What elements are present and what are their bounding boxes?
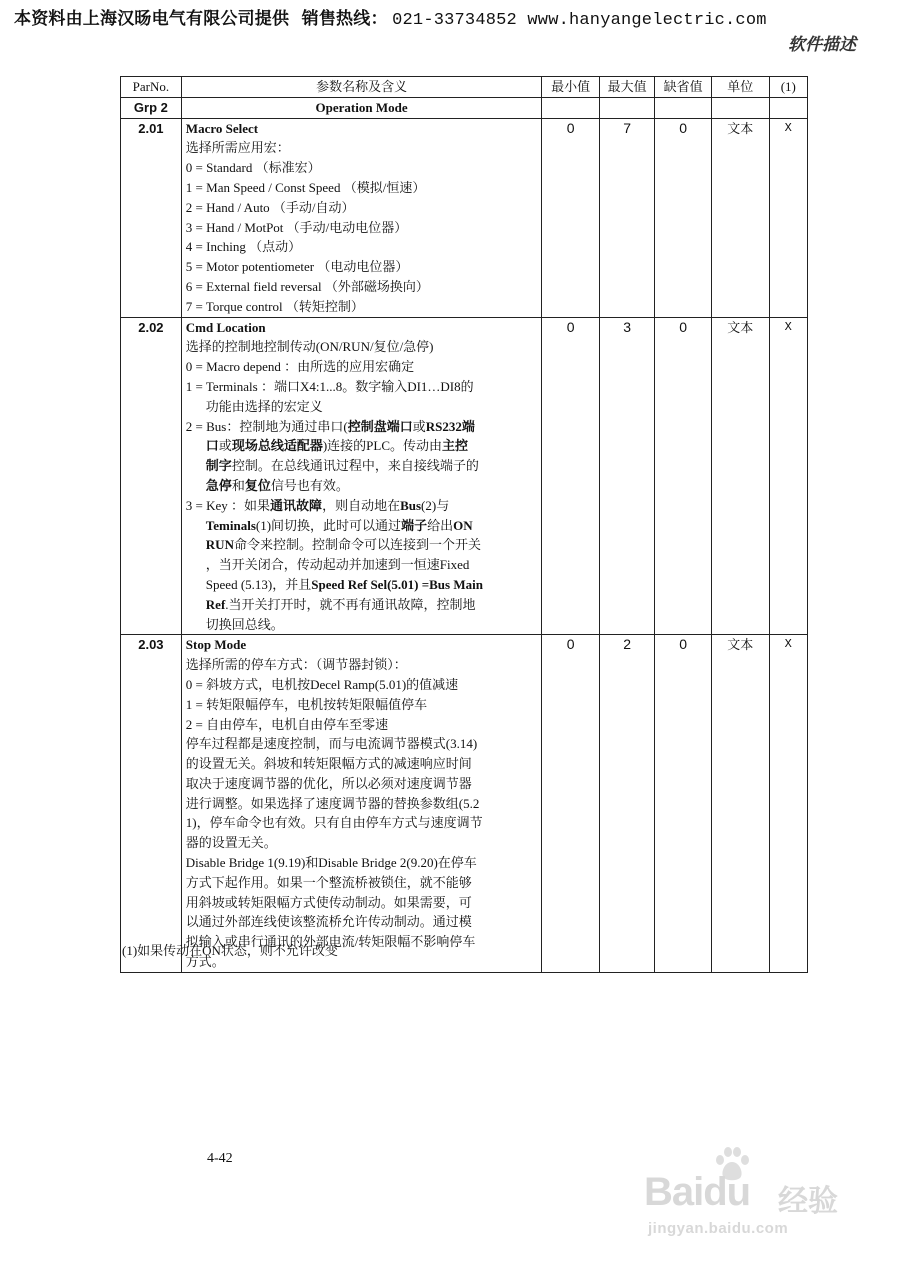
- param-line: 0 = Standard （标准宏）: [185, 160, 321, 176]
- param-line: 选择所需的停车方式：（调节器封锁）：: [185, 657, 407, 673]
- param-number: 2.02: [121, 317, 182, 635]
- param-default: 0: [655, 635, 712, 973]
- param-key-option: 3 = Key ：如果通讯故障，则自动地在Bus(2)与: [185, 497, 450, 513]
- param-line: 4 = Inching （点动）: [185, 239, 302, 255]
- param-description: [181, 635, 542, 973]
- param-min: 0: [542, 317, 600, 635]
- table-row: [121, 317, 808, 635]
- param-line: 0 = Macro depend ：由所选的应用宏确定: [185, 359, 415, 375]
- param-default: 0: [655, 317, 712, 635]
- col-header-name: 参数名称及含义: [181, 77, 542, 98]
- param-bus-option: 2 = Bus：控制地为通过串口(控制盘端口或RS232端: [185, 418, 475, 434]
- param-line: 5 = Motor potentiometer （电动电位器）: [185, 259, 409, 275]
- param-bus-option-cont: 口或现场总线适配器)连接的PLC。传动由主控: [205, 438, 469, 454]
- param-max: 7: [599, 118, 654, 317]
- param-description: [181, 118, 542, 317]
- website-url: www.hanyangelectric.com: [527, 11, 767, 30]
- parameter-table: [120, 76, 808, 973]
- watermark-cn: 经验: [778, 1185, 838, 1218]
- group-name: Operation Mode: [181, 97, 542, 118]
- param-line: 0 = 斜坡方式，电机按Decel Ramp(5.01)的值减速: [185, 676, 459, 692]
- param-number: 2.01: [121, 118, 182, 317]
- param-line: 选择所需应用宏：: [185, 140, 290, 156]
- param-bus-option-cont: 急停和复位信号也有效。: [205, 477, 349, 493]
- param-line: 1)，停车命令也有效。只有自由停车方式与速度调节: [185, 815, 483, 831]
- param-line: 取决于速度调节器的优化，所以必须对速度调节器: [185, 775, 472, 791]
- param-bus-option-cont: 制字控制。在总线通讯过程中，来自接线端子的: [205, 458, 479, 474]
- param-line: 选择的控制地控制传动(ON/RUN/复位/急停): [185, 339, 434, 355]
- watermark-brand: Baidu: [644, 1170, 751, 1214]
- table-header-row: [121, 77, 808, 98]
- param-key-option-cont: 切换回总线。: [205, 616, 284, 632]
- param-line: 方式下起作用。如果一个整流桥被锁住，就不能够: [185, 874, 472, 890]
- col-header-unit: 单位: [711, 77, 769, 98]
- param-line: 2 = Hand / Auto （手动/自动）: [185, 199, 355, 215]
- param-line: 1 = Terminals ：端口X4:1...8。数字输入DI1…DI8的: [185, 378, 474, 394]
- param-line: 拟输入或串行通讯的外部电流/转矩限幅不影响停车: [185, 934, 476, 950]
- watermark-site: jingyan.baidu.com: [648, 1220, 789, 1237]
- param-title: Cmd Location: [185, 319, 266, 335]
- param-title: Macro Select: [185, 120, 259, 136]
- company-name: 本资料由上海汉旸电气有限公司提供: [14, 9, 290, 28]
- param-line: 功能由选择的宏定义: [205, 398, 323, 414]
- col-header-max: 最大值: [599, 77, 654, 98]
- section-title: 软件描述: [788, 35, 856, 54]
- param-key-option-cont: Speed (5.13)，并且Speed Ref Sel(5.01) =Bus Main: [205, 576, 483, 592]
- col-header-default: 缺省值: [655, 77, 712, 98]
- param-line: Disable Bridge 1(9.19)和Disable Bridge 2(9.20)在停车: [185, 855, 477, 871]
- param-line: 6 = External field reversal （外部磁场换向）: [185, 278, 429, 294]
- col-header-note: (1): [769, 77, 807, 98]
- param-key-option-cont: Ref.当开关打开时，就不再有通讯故障，控制地: [205, 596, 476, 612]
- param-key-option-cont: RUN命令来控制。控制命令可以连接到一个开关: [205, 537, 481, 553]
- param-min: 0: [542, 118, 600, 317]
- param-note: X: [769, 635, 807, 973]
- param-note: X: [769, 317, 807, 635]
- hotline-label: 销售热线：: [301, 9, 388, 28]
- param-key-option-cont: Teminals(1)间切换，此时可以通过端子给出ON: [205, 517, 473, 533]
- phone-number: 021-33734852: [392, 11, 517, 30]
- param-key-option-cont: ，当开关闭合，传动起动并加速到一恒速Fixed: [205, 557, 470, 573]
- param-line: 的设置无关。斜坡和转矩限幅方式的减速响应时间: [185, 756, 472, 772]
- param-max: 3: [599, 317, 654, 635]
- param-line: 停车过程都是速度控制，而与电流调节器模式(3.14): [185, 736, 478, 752]
- page-number: 4-42: [207, 1151, 233, 1166]
- table-row: [121, 118, 808, 317]
- group-row: [121, 97, 808, 118]
- param-line: 进行调整。如果选择了速度调节器的替换参数组(5.2: [185, 795, 480, 811]
- param-line: 用斜坡或转矩限幅方式使传动制动。如果需要，可: [185, 894, 472, 910]
- param-line: 以通过外部连线使该整流桥允许传动制动。通过模: [185, 914, 472, 930]
- param-max: 2: [599, 635, 654, 973]
- param-min: 0: [542, 635, 600, 973]
- param-line: 2 = 自由停车，电机自由停车至零速: [185, 716, 389, 732]
- param-line: 方式。: [185, 954, 225, 970]
- page-header: [14, 4, 894, 30]
- param-line: 7 = Torque control （转矩控制）: [185, 298, 364, 314]
- param-unit: 文本: [711, 317, 769, 635]
- param-default: 0: [655, 118, 712, 317]
- param-line: 3 = Hand / MotPot （手动/电动电位器）: [185, 219, 408, 235]
- group-id: Grp 2: [121, 97, 182, 118]
- footnote: (1)如果传动在ON状态，则不允许改变: [122, 943, 338, 958]
- param-number: 2.03: [121, 635, 182, 973]
- table-row: [121, 635, 808, 973]
- param-description: [181, 317, 542, 635]
- param-line: 1 = 转矩限幅停车，电机按转矩限幅值停车: [185, 696, 428, 712]
- param-note: X: [769, 118, 807, 317]
- param-unit: 文本: [711, 635, 769, 973]
- param-line: 器的设置无关。: [185, 835, 277, 851]
- param-line: 1 = Man Speed / Const Speed （模拟/恒速）: [185, 179, 426, 195]
- param-title: Stop Mode: [185, 637, 247, 653]
- param-unit: 文本: [711, 118, 769, 317]
- col-header-min: 最小值: [542, 77, 600, 98]
- col-header-parno: ParNo.: [121, 77, 182, 98]
- baidu-watermark: [642, 1146, 862, 1236]
